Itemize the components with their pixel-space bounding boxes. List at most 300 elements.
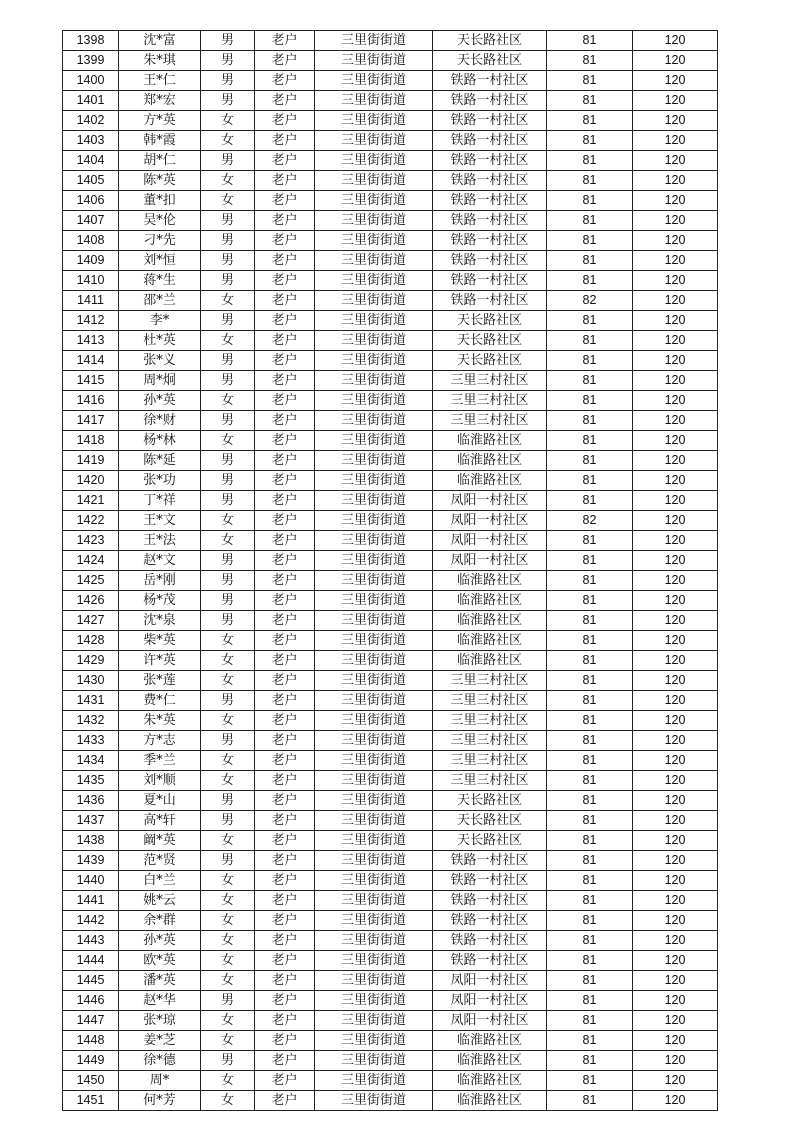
cell-community: 临淮路社区 [433, 1091, 547, 1111]
cell-name: 刘*顺 [119, 771, 201, 791]
cell-street: 三里街街道 [315, 1011, 433, 1031]
cell-category: 老户 [255, 431, 315, 451]
cell-amount: 120 [633, 551, 718, 571]
table-row [63, 711, 718, 731]
cell-street: 三里街街道 [315, 331, 433, 351]
cell-gender: 女 [201, 1011, 255, 1031]
cell-category: 老户 [255, 511, 315, 531]
cell-gender: 女 [201, 1091, 255, 1111]
cell-gender: 男 [201, 991, 255, 1011]
cell-amount: 120 [633, 131, 718, 151]
table-row [63, 471, 718, 491]
cell-amount: 120 [633, 91, 718, 111]
cell-age: 81 [547, 831, 633, 851]
cell-amount: 120 [633, 591, 718, 611]
cell-category: 老户 [255, 811, 315, 831]
cell-category: 老户 [255, 291, 315, 311]
cell-amount: 120 [633, 331, 718, 351]
cell-age: 82 [547, 511, 633, 531]
cell-age: 81 [547, 331, 633, 351]
cell-street: 三里街街道 [315, 231, 433, 251]
cell-community: 凤阳一村社区 [433, 971, 547, 991]
cell-index: 1451 [63, 1091, 119, 1111]
cell-age: 81 [547, 751, 633, 771]
cell-street: 三里街街道 [315, 1031, 433, 1051]
cell-street: 三里街街道 [315, 951, 433, 971]
cell-community: 铁路一村社区 [433, 931, 547, 951]
cell-index: 1436 [63, 791, 119, 811]
table-row [63, 651, 718, 671]
cell-community: 天长路社区 [433, 311, 547, 331]
cell-index: 1438 [63, 831, 119, 851]
cell-street: 三里街街道 [315, 311, 433, 331]
cell-index: 1431 [63, 691, 119, 711]
cell-age: 81 [547, 311, 633, 331]
cell-age: 81 [547, 531, 633, 551]
cell-name: 吴*伦 [119, 211, 201, 231]
cell-amount: 120 [633, 611, 718, 631]
table-row [63, 551, 718, 571]
cell-gender: 男 [201, 551, 255, 571]
cell-index: 1435 [63, 771, 119, 791]
cell-name: 胡*仁 [119, 151, 201, 171]
cell-name: 张*义 [119, 351, 201, 371]
cell-community: 铁路一村社区 [433, 211, 547, 231]
cell-name: 丁*祥 [119, 491, 201, 511]
table-row [63, 51, 718, 71]
table-row [63, 411, 718, 431]
cell-name: 朱*琪 [119, 51, 201, 71]
table-row [63, 911, 718, 931]
cell-street: 三里街街道 [315, 391, 433, 411]
cell-gender: 男 [201, 811, 255, 831]
cell-street: 三里街街道 [315, 551, 433, 571]
table-row [63, 1011, 718, 1031]
cell-gender: 男 [201, 31, 255, 51]
cell-index: 1414 [63, 351, 119, 371]
cell-street: 三里街街道 [315, 91, 433, 111]
cell-name: 杨*茂 [119, 591, 201, 611]
cell-amount: 120 [633, 911, 718, 931]
cell-community: 临淮路社区 [433, 1051, 547, 1071]
table-row [63, 851, 718, 871]
cell-age: 81 [547, 351, 633, 371]
cell-street: 三里街街道 [315, 211, 433, 231]
cell-index: 1409 [63, 251, 119, 271]
cell-street: 三里街街道 [315, 531, 433, 551]
cell-age: 81 [547, 611, 633, 631]
cell-street: 三里街街道 [315, 431, 433, 451]
cell-amount: 120 [633, 191, 718, 211]
cell-street: 三里街街道 [315, 1071, 433, 1091]
cell-street: 三里街街道 [315, 1051, 433, 1071]
cell-age: 82 [547, 291, 633, 311]
cell-street: 三里街街道 [315, 991, 433, 1011]
cell-street: 三里街街道 [315, 911, 433, 931]
cell-amount: 120 [633, 231, 718, 251]
table-row [63, 871, 718, 891]
table-row [63, 511, 718, 531]
table-row [63, 371, 718, 391]
cell-street: 三里街街道 [315, 971, 433, 991]
cell-age: 81 [547, 171, 633, 191]
cell-category: 老户 [255, 671, 315, 691]
cell-community: 凤阳一村社区 [433, 551, 547, 571]
cell-community: 铁路一村社区 [433, 111, 547, 131]
cell-category: 老户 [255, 691, 315, 711]
cell-category: 老户 [255, 331, 315, 351]
table-row [63, 811, 718, 831]
cell-name: 周*炯 [119, 371, 201, 391]
cell-amount: 120 [633, 291, 718, 311]
cell-name: 高*轩 [119, 811, 201, 831]
cell-age: 81 [547, 1091, 633, 1111]
cell-name: 方*英 [119, 111, 201, 131]
table-row [63, 251, 718, 271]
table-row [63, 231, 718, 251]
cell-gender: 男 [201, 151, 255, 171]
cell-category: 老户 [255, 551, 315, 571]
cell-amount: 120 [633, 1051, 718, 1071]
cell-name: 陈*英 [119, 171, 201, 191]
cell-name: 李* [119, 311, 201, 331]
cell-street: 三里街街道 [315, 491, 433, 511]
cell-street: 三里街街道 [315, 51, 433, 71]
cell-index: 1410 [63, 271, 119, 291]
cell-name: 蒋*生 [119, 271, 201, 291]
cell-community: 临淮路社区 [433, 431, 547, 451]
table-row [63, 431, 718, 451]
cell-street: 三里街街道 [315, 791, 433, 811]
cell-gender: 男 [201, 71, 255, 91]
cell-amount: 120 [633, 1011, 718, 1031]
cell-category: 老户 [255, 711, 315, 731]
cell-gender: 女 [201, 331, 255, 351]
cell-name: 姚*云 [119, 891, 201, 911]
cell-street: 三里街街道 [315, 931, 433, 951]
cell-gender: 男 [201, 251, 255, 271]
cell-community: 铁路一村社区 [433, 951, 547, 971]
cell-name: 姜*芝 [119, 1031, 201, 1051]
cell-community: 铁路一村社区 [433, 71, 547, 91]
cell-name: 夏*山 [119, 791, 201, 811]
cell-street: 三里街街道 [315, 631, 433, 651]
cell-age: 81 [547, 711, 633, 731]
cell-name: 杜*英 [119, 331, 201, 351]
cell-community: 三里三村社区 [433, 711, 547, 731]
cell-age: 81 [547, 991, 633, 1011]
cell-category: 老户 [255, 1091, 315, 1111]
table-row [63, 791, 718, 811]
cell-name: 张*莲 [119, 671, 201, 691]
cell-category: 老户 [255, 851, 315, 871]
cell-name: 季*兰 [119, 751, 201, 771]
cell-gender: 男 [201, 591, 255, 611]
cell-index: 1439 [63, 851, 119, 871]
cell-gender: 女 [201, 531, 255, 551]
cell-category: 老户 [255, 791, 315, 811]
cell-street: 三里街街道 [315, 111, 433, 131]
cell-gender: 女 [201, 1031, 255, 1051]
cell-age: 81 [547, 111, 633, 131]
table-row [63, 971, 718, 991]
cell-amount: 120 [633, 411, 718, 431]
cell-name: 沈*泉 [119, 611, 201, 631]
cell-amount: 120 [633, 511, 718, 531]
cell-amount: 120 [633, 851, 718, 871]
cell-category: 老户 [255, 971, 315, 991]
cell-category: 老户 [255, 631, 315, 651]
cell-age: 81 [547, 1031, 633, 1051]
cell-street: 三里街街道 [315, 151, 433, 171]
cell-amount: 120 [633, 811, 718, 831]
cell-name: 王*文 [119, 511, 201, 531]
cell-category: 老户 [255, 891, 315, 911]
cell-category: 老户 [255, 751, 315, 771]
cell-amount: 120 [633, 431, 718, 451]
cell-street: 三里街街道 [315, 691, 433, 711]
table-row [63, 1071, 718, 1091]
cell-gender: 男 [201, 351, 255, 371]
cell-name: 费*仁 [119, 691, 201, 711]
cell-index: 1434 [63, 751, 119, 771]
cell-index: 1420 [63, 471, 119, 491]
cell-street: 三里街街道 [315, 851, 433, 871]
cell-gender: 女 [201, 1071, 255, 1091]
cell-street: 三里街街道 [315, 351, 433, 371]
cell-amount: 120 [633, 711, 718, 731]
cell-index: 1425 [63, 571, 119, 591]
cell-street: 三里街街道 [315, 511, 433, 531]
cell-amount: 120 [633, 671, 718, 691]
table-row [63, 1091, 718, 1111]
cell-community: 铁路一村社区 [433, 191, 547, 211]
cell-age: 81 [547, 391, 633, 411]
cell-index: 1447 [63, 1011, 119, 1031]
table-row [63, 751, 718, 771]
cell-amount: 120 [633, 471, 718, 491]
cell-age: 81 [547, 591, 633, 611]
cell-index: 1432 [63, 711, 119, 731]
table-row [63, 31, 718, 51]
cell-street: 三里街街道 [315, 731, 433, 751]
cell-gender: 男 [201, 211, 255, 231]
cell-gender: 男 [201, 451, 255, 471]
cell-index: 1430 [63, 671, 119, 691]
cell-age: 81 [547, 731, 633, 751]
cell-gender: 女 [201, 891, 255, 911]
cell-amount: 120 [633, 371, 718, 391]
cell-community: 临淮路社区 [433, 471, 547, 491]
cell-name: 岳*刚 [119, 571, 201, 591]
cell-name: 何*芳 [119, 1091, 201, 1111]
cell-community: 铁路一村社区 [433, 271, 547, 291]
cell-amount: 120 [633, 651, 718, 671]
cell-name: 邵*兰 [119, 291, 201, 311]
cell-index: 1441 [63, 891, 119, 911]
cell-name: 许*英 [119, 651, 201, 671]
cell-gender: 女 [201, 971, 255, 991]
cell-category: 老户 [255, 391, 315, 411]
cell-index: 1429 [63, 651, 119, 671]
cell-name: 欧*英 [119, 951, 201, 971]
cell-category: 老户 [255, 91, 315, 111]
cell-gender: 女 [201, 871, 255, 891]
cell-gender: 女 [201, 431, 255, 451]
cell-index: 1404 [63, 151, 119, 171]
table-row [63, 451, 718, 471]
cell-gender: 女 [201, 831, 255, 851]
cell-age: 81 [547, 131, 633, 151]
cell-name: 沈*富 [119, 31, 201, 51]
cell-community: 临淮路社区 [433, 451, 547, 471]
cell-category: 老户 [255, 651, 315, 671]
cell-index: 1449 [63, 1051, 119, 1071]
cell-name: 张*琼 [119, 1011, 201, 1031]
cell-age: 81 [547, 911, 633, 931]
cell-index: 1421 [63, 491, 119, 511]
cell-gender: 女 [201, 771, 255, 791]
table-row [63, 91, 718, 111]
cell-amount: 120 [633, 971, 718, 991]
cell-index: 1413 [63, 331, 119, 351]
cell-name: 阚*英 [119, 831, 201, 851]
cell-gender: 女 [201, 391, 255, 411]
cell-community: 铁路一村社区 [433, 151, 547, 171]
cell-community: 凤阳一村社区 [433, 531, 547, 551]
cell-gender: 女 [201, 711, 255, 731]
cell-category: 老户 [255, 491, 315, 511]
table-row [63, 631, 718, 651]
cell-street: 三里街街道 [315, 711, 433, 731]
cell-amount: 120 [633, 1071, 718, 1091]
cell-age: 81 [547, 1071, 633, 1091]
cell-amount: 120 [633, 831, 718, 851]
cell-category: 老户 [255, 871, 315, 891]
cell-amount: 120 [633, 151, 718, 171]
cell-community: 三里三村社区 [433, 391, 547, 411]
cell-community: 天长路社区 [433, 31, 547, 51]
cell-gender: 女 [201, 111, 255, 131]
cell-index: 1445 [63, 971, 119, 991]
cell-age: 81 [547, 671, 633, 691]
cell-amount: 120 [633, 351, 718, 371]
cell-street: 三里街街道 [315, 411, 433, 431]
cell-name: 周* [119, 1071, 201, 1091]
cell-age: 81 [547, 31, 633, 51]
cell-community: 天长路社区 [433, 791, 547, 811]
table-row [63, 131, 718, 151]
cell-community: 三里三村社区 [433, 671, 547, 691]
cell-category: 老户 [255, 951, 315, 971]
cell-category: 老户 [255, 51, 315, 71]
cell-amount: 120 [633, 631, 718, 651]
cell-street: 三里街街道 [315, 671, 433, 691]
cell-category: 老户 [255, 451, 315, 471]
cell-index: 1424 [63, 551, 119, 571]
cell-street: 三里街街道 [315, 71, 433, 91]
table-body [63, 31, 718, 1111]
cell-name: 郑*宏 [119, 91, 201, 111]
cell-name: 董*扣 [119, 191, 201, 211]
cell-index: 1426 [63, 591, 119, 611]
cell-category: 老户 [255, 71, 315, 91]
cell-street: 三里街街道 [315, 871, 433, 891]
cell-community: 铁路一村社区 [433, 291, 547, 311]
cell-name: 韩*霞 [119, 131, 201, 151]
cell-name: 赵*华 [119, 991, 201, 1011]
cell-community: 临淮路社区 [433, 591, 547, 611]
table-row [63, 171, 718, 191]
cell-index: 1446 [63, 991, 119, 1011]
cell-gender: 男 [201, 411, 255, 431]
cell-amount: 120 [633, 571, 718, 591]
table-row [63, 671, 718, 691]
cell-community: 三里三村社区 [433, 771, 547, 791]
cell-community: 天长路社区 [433, 811, 547, 831]
cell-community: 天长路社区 [433, 351, 547, 371]
cell-name: 潘*英 [119, 971, 201, 991]
table-row [63, 571, 718, 591]
cell-index: 1444 [63, 951, 119, 971]
cell-index: 1443 [63, 931, 119, 951]
cell-amount: 120 [633, 271, 718, 291]
table-row [63, 531, 718, 551]
cell-amount: 120 [633, 951, 718, 971]
cell-street: 三里街街道 [315, 271, 433, 291]
cell-index: 1403 [63, 131, 119, 151]
cell-community: 三里三村社区 [433, 371, 547, 391]
cell-community: 凤阳一村社区 [433, 991, 547, 1011]
cell-street: 三里街街道 [315, 811, 433, 831]
cell-category: 老户 [255, 1031, 315, 1051]
cell-community: 铁路一村社区 [433, 871, 547, 891]
cell-community: 天长路社区 [433, 51, 547, 71]
cell-community: 三里三村社区 [433, 691, 547, 711]
cell-gender: 男 [201, 51, 255, 71]
cell-community: 铁路一村社区 [433, 131, 547, 151]
cell-community: 凤阳一村社区 [433, 1011, 547, 1031]
cell-street: 三里街街道 [315, 131, 433, 151]
cell-category: 老户 [255, 571, 315, 591]
cell-age: 81 [547, 191, 633, 211]
cell-gender: 女 [201, 671, 255, 691]
cell-amount: 120 [633, 251, 718, 271]
table-row [63, 951, 718, 971]
table-row [63, 1031, 718, 1051]
cell-amount: 120 [633, 391, 718, 411]
cell-age: 81 [547, 151, 633, 171]
cell-age: 81 [547, 631, 633, 651]
cell-age: 81 [547, 71, 633, 91]
table-row [63, 931, 718, 951]
cell-amount: 120 [633, 531, 718, 551]
cell-age: 81 [547, 271, 633, 291]
cell-community: 临淮路社区 [433, 1071, 547, 1091]
cell-category: 老户 [255, 831, 315, 851]
cell-street: 三里街街道 [315, 771, 433, 791]
cell-category: 老户 [255, 531, 315, 551]
cell-street: 三里街街道 [315, 171, 433, 191]
table-row [63, 1051, 718, 1071]
cell-gender: 女 [201, 191, 255, 211]
cell-gender: 女 [201, 931, 255, 951]
cell-age: 81 [547, 211, 633, 231]
cell-index: 1419 [63, 451, 119, 471]
cell-gender: 女 [201, 171, 255, 191]
cell-age: 81 [547, 791, 633, 811]
cell-gender: 女 [201, 651, 255, 671]
